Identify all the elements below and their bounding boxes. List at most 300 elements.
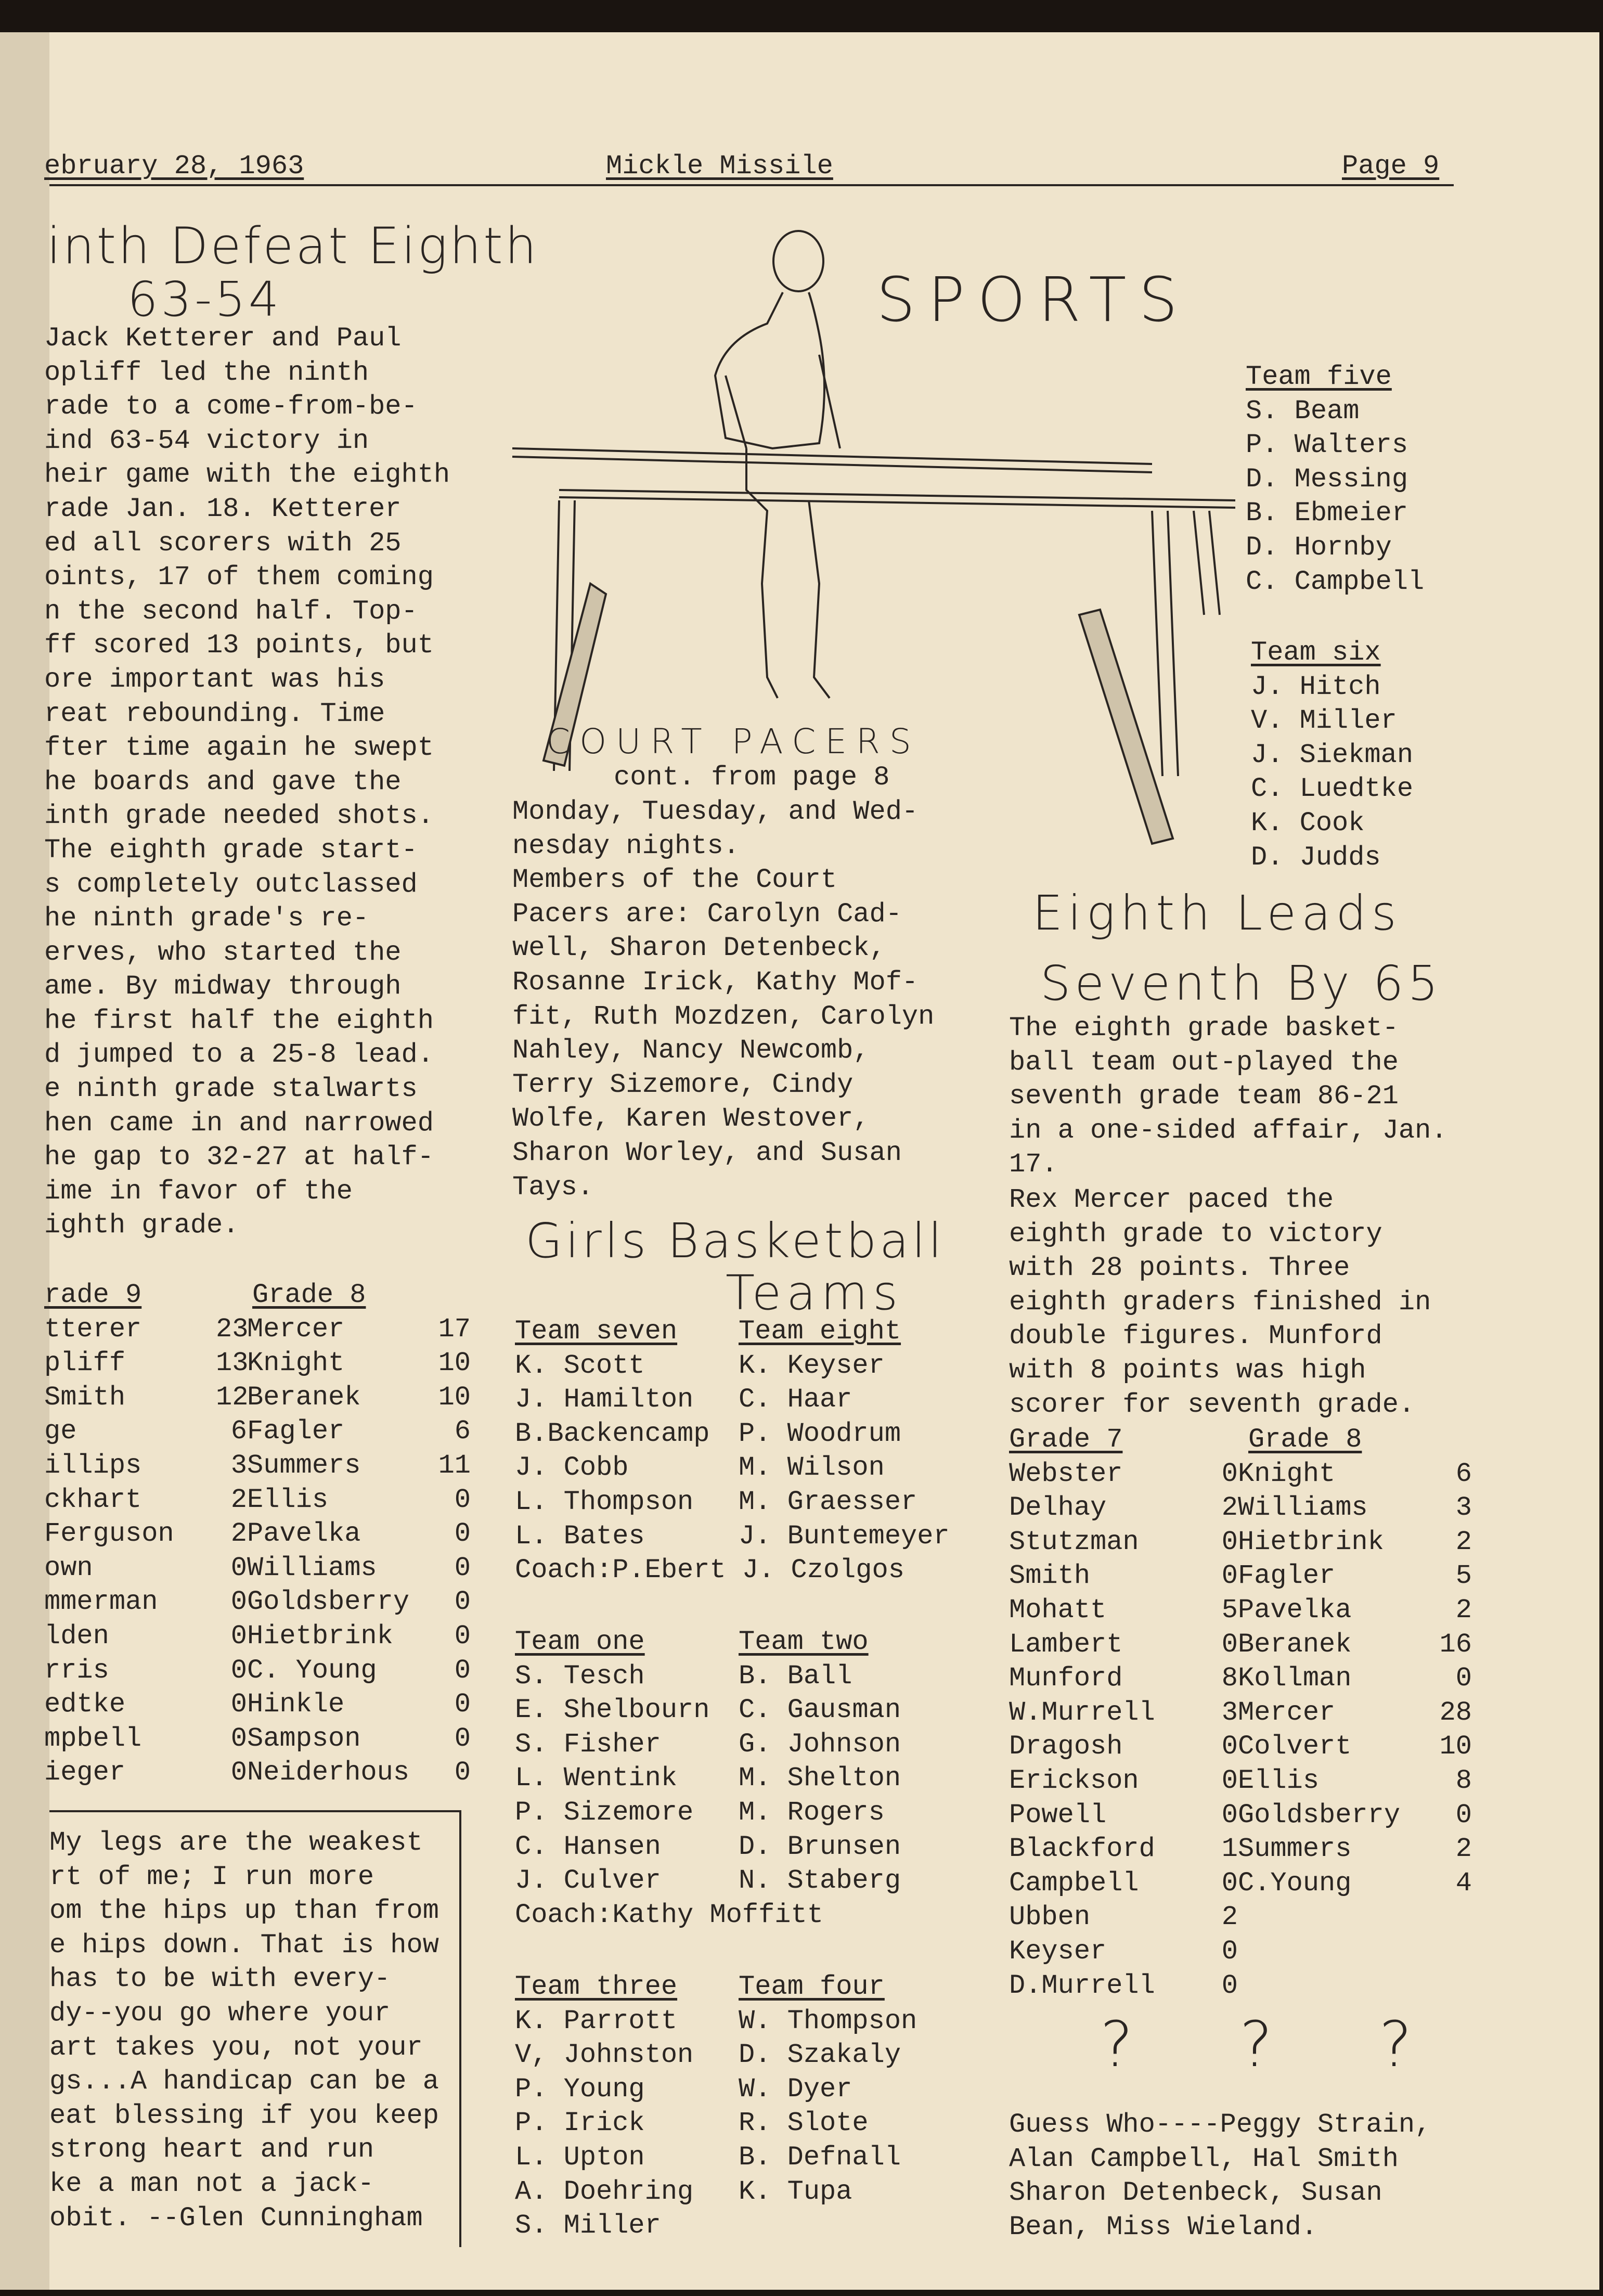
right-post — [1152, 511, 1178, 776]
points: 0 — [454, 1655, 471, 1686]
story-line: Terry Sizemore, Cindy — [512, 1069, 854, 1100]
player-name: Knight — [247, 1348, 345, 1379]
player-name: L. Bates — [515, 1520, 645, 1552]
story-line: The eighth grade start- — [44, 834, 418, 866]
coach-line: Coach:P.Ebert J. Czolgos — [515, 1555, 904, 1586]
player-name: Ellis — [1238, 1765, 1320, 1796]
story-line: ore important was his — [44, 664, 385, 695]
quote-line: has to be with every- — [49, 1964, 391, 1995]
box-head-right: Grade 8 — [1248, 1424, 1362, 1455]
player-name: M. Wilson — [739, 1452, 885, 1484]
player-name: C. Haar — [739, 1384, 852, 1415]
player-name: B. Defnall — [739, 2142, 901, 2173]
points: 0 — [454, 1552, 471, 1583]
story-line: ighth grade. — [44, 1210, 239, 1241]
player-name: Pavelka — [247, 1518, 361, 1550]
player-name: Hietbrink — [247, 1620, 393, 1652]
team-row — [515, 1349, 950, 1383]
points: 28 — [1439, 1697, 1472, 1728]
player-name: A. Doehring — [515, 2176, 694, 2207]
points: 10 — [438, 1382, 471, 1413]
points: 3 — [1221, 1697, 1238, 1728]
points: 17 — [438, 1313, 471, 1345]
player-name: P. Woodrum — [739, 1418, 901, 1449]
story-line: fter time again he swept — [44, 732, 434, 764]
story-line: d jumped to a 25-8 lead. — [44, 1039, 434, 1070]
box-head-left: Grade 7 — [1009, 1424, 1123, 1455]
points: 5 — [1221, 1594, 1238, 1626]
player-name: V. Miller — [1251, 705, 1397, 737]
box-score-row — [1009, 1798, 1472, 1833]
box-score-row — [44, 1756, 471, 1790]
quote-line: dy--you go where your — [49, 1997, 391, 2029]
player-name: C. Luedtke — [1251, 773, 1414, 805]
story-line: Jack Ketterer and Paul — [44, 323, 402, 354]
figure-torso — [715, 292, 824, 448]
player-name: P. Young — [515, 2073, 645, 2105]
team-eight-head: Team eight — [739, 1316, 901, 1347]
player-name — [1238, 1900, 1415, 1934]
team-row — [515, 2175, 917, 2209]
story-line: Wolfe, Karen Westover, — [512, 1103, 870, 1134]
player-name: Fagler — [1238, 1560, 1336, 1592]
box-score-row — [1009, 1832, 1472, 1866]
player-name: Ferguson — [44, 1518, 174, 1550]
story-line: Pacers are: Carolyn Cad- — [512, 898, 902, 930]
eighth-box-score — [1009, 1423, 1472, 2003]
player-name: ieger — [44, 1757, 126, 1788]
points: 3 — [230, 1450, 247, 1481]
points: 8 — [1455, 1765, 1472, 1796]
points: 0 — [1221, 1936, 1238, 1967]
box-score-row — [1009, 1900, 1472, 1934]
teams-seven-eight — [515, 1314, 950, 1588]
player-name: Blackford — [1009, 1834, 1155, 1865]
story-line: hen came in and narrowed — [44, 1107, 434, 1139]
player-name: Mohatt — [1009, 1594, 1107, 1626]
player-name: M. Shelton — [739, 1763, 901, 1794]
points: 1 — [1221, 1834, 1238, 1865]
player-name: Smith — [1009, 1560, 1091, 1592]
story-line: Alan Campbell, Hal Smith — [1009, 2143, 1399, 2174]
quote-line: ke a man not a jack- — [49, 2168, 374, 2199]
player-name: Summers — [1238, 1834, 1352, 1865]
story-line: heir game with the eighth — [44, 459, 450, 491]
team-row — [515, 1451, 950, 1485]
box-score-row — [1009, 1661, 1472, 1696]
box-score-row — [1009, 1696, 1472, 1730]
box-score-row — [1009, 1457, 1472, 1491]
box-score-row — [44, 1551, 471, 1585]
player-name: G. Johnson — [739, 1729, 901, 1760]
player-name: P. Irick — [515, 2108, 645, 2139]
story-line: he boards and gave the — [44, 766, 402, 797]
player-name: mmerman — [44, 1586, 158, 1618]
story-line: 17. — [1009, 1149, 1058, 1180]
points: 3 — [1455, 1492, 1472, 1524]
points: 2 — [230, 1484, 247, 1515]
points: 16 — [1439, 1629, 1472, 1660]
question-mark: ? — [1379, 2009, 1412, 2081]
player-name: J. Cobb — [515, 1452, 629, 1484]
player-name: D. Messing — [1246, 463, 1408, 495]
team-seven-head: Team seven — [515, 1316, 678, 1347]
player-name: Ellis — [247, 1484, 329, 1515]
player-name: D. Hornby — [1246, 532, 1392, 563]
right-brace — [1079, 610, 1173, 844]
team-row — [515, 2140, 917, 2175]
quote-line: My legs are the weakest — [49, 1827, 423, 1858]
player-name: V, Johnston — [515, 2040, 694, 2071]
points — [1415, 1934, 1472, 1969]
points: 0 — [454, 1518, 471, 1550]
story-line: he first half the eighth — [44, 1005, 434, 1036]
player-name: L. Thompson — [515, 1486, 694, 1517]
question-marks — [1100, 2009, 1412, 2081]
story-line: reat rebounding. Time — [44, 698, 385, 729]
player-name: rris — [44, 1655, 109, 1686]
player-name: C. Young — [247, 1655, 377, 1686]
player-name: S. Miller — [515, 2210, 661, 2241]
points — [1415, 1969, 1472, 2003]
player-name: K. Tupa — [739, 2176, 852, 2207]
quote-line: obit. --Glen Cunningham — [49, 2202, 423, 2234]
box-score-row — [1009, 1764, 1472, 1798]
player-name: Munford — [1009, 1663, 1123, 1694]
player-name: S. Beam — [1246, 395, 1360, 427]
story-line: in a one-sided affair, Jan. — [1009, 1115, 1447, 1146]
story-line: nesday nights. — [512, 830, 740, 861]
player-name: Campbell — [1009, 1867, 1139, 1899]
story-line: ime in favor of the — [44, 1176, 353, 1207]
points: 5 — [1455, 1560, 1472, 1592]
team-row — [515, 2072, 917, 2107]
box-score-row — [44, 1722, 471, 1756]
story-line: Guess Who----Peggy Strain, — [1009, 2109, 1431, 2140]
team-six-head: Team six — [1251, 637, 1381, 668]
box-score-row — [44, 1687, 471, 1722]
story-line: Tays. — [512, 1171, 594, 1203]
player-name: D. Brunsen — [739, 1831, 901, 1862]
points: 10 — [1439, 1731, 1472, 1762]
story-line: opliff led the ninth — [44, 357, 369, 388]
points: 0 — [1455, 1663, 1472, 1694]
player-name: Goldsberry — [1238, 1799, 1401, 1830]
player-name: Fagler — [247, 1416, 345, 1447]
team-five-head: Team five — [1246, 362, 1392, 392]
issue-date: ebruary 28, 1963 — [44, 151, 304, 182]
player-name: Mercer — [247, 1313, 345, 1345]
team-five — [1246, 360, 1424, 599]
quote-line: rt of me; I run more — [49, 1861, 374, 1892]
player-name: Hietbrink — [1238, 1526, 1384, 1557]
player-name: illips — [44, 1450, 142, 1481]
points: 0 — [1455, 1799, 1472, 1830]
player-name: Knight — [1238, 1458, 1336, 1489]
points: 0 — [454, 1689, 471, 1720]
binding-edge — [0, 32, 51, 2290]
team-row — [515, 2106, 917, 2140]
story-line: Members of the Court — [512, 865, 837, 896]
story-line: Bean, Miss Wieland. — [1009, 2211, 1317, 2242]
player-name: lden — [44, 1620, 109, 1652]
box-score-row — [44, 1346, 471, 1381]
court-pacers-story — [512, 795, 934, 1204]
points: 0 — [230, 1586, 247, 1618]
player-name: P. Walters — [1246, 430, 1408, 461]
player-name: J. Buntemeyer — [739, 1520, 950, 1552]
player-name: Williams — [1238, 1492, 1368, 1524]
story-line: s completely outclassed — [44, 869, 418, 900]
player-name: W.Murrell — [1009, 1697, 1155, 1728]
quote-line: strong heart and run — [49, 2134, 374, 2165]
player-name: Goldsberry — [247, 1586, 410, 1618]
box-score-row — [1009, 1559, 1472, 1593]
points: 0 — [230, 1757, 247, 1788]
story-line: erves, who started the — [44, 937, 402, 968]
quote-line: gs...A handicap can be a — [49, 2066, 439, 2097]
story-line: Sharon Detenbeck, Susan — [1009, 2177, 1382, 2209]
player-name: M. Rogers — [739, 1797, 885, 1828]
player-name: Stutzman — [1009, 1526, 1139, 1557]
ninth-score-headline: 63-54 — [127, 272, 282, 327]
player-name: K. Parrott — [515, 2005, 678, 2036]
team-row — [515, 1830, 901, 1864]
player-name: Delhay — [1009, 1492, 1107, 1524]
team-one-head: Team one — [515, 1627, 645, 1657]
points: 0 — [1221, 1560, 1238, 1592]
points: 12 — [216, 1382, 249, 1413]
player-name: Ubben — [1009, 1902, 1091, 1933]
points: 0 — [1221, 1458, 1238, 1489]
rear-post — [1194, 511, 1220, 615]
player-name: Keyser — [1009, 1936, 1107, 1967]
team-six — [1251, 636, 1413, 874]
player-name: J. Hitch — [1251, 671, 1381, 702]
player-name: R. Slote — [739, 2108, 869, 2139]
story-line: oints, 17 of them coming — [44, 562, 434, 593]
box-head-left: rade 9 — [44, 1280, 142, 1310]
points: 0 — [454, 1586, 471, 1618]
story-line: ball team out-played the — [1009, 1047, 1399, 1078]
points: 0 — [454, 1484, 471, 1515]
sports-title: SPORTS — [876, 264, 1191, 336]
story-line: seventh grade team 86-21 — [1009, 1081, 1399, 1112]
player-name: B. Ball — [739, 1660, 852, 1692]
points: 0 — [230, 1655, 247, 1686]
player-name: ge — [44, 1416, 77, 1447]
player-name: C. Campbell — [1246, 566, 1425, 597]
team-row — [515, 1417, 950, 1451]
points: 0 — [454, 1723, 471, 1754]
quote-line: e hips down. That is how — [49, 1929, 439, 1960]
player-name: K. Scott — [515, 1350, 645, 1381]
box-score-row — [1009, 1730, 1472, 1764]
paper-name: Mickle Missile — [606, 151, 833, 182]
story-line: with 28 points. Three — [1009, 1253, 1350, 1284]
team-row — [515, 1727, 901, 1762]
team-row — [515, 2209, 917, 2243]
points: 8 — [1221, 1663, 1238, 1694]
player-name: W. Thompson — [739, 2005, 917, 2036]
team-row — [515, 1864, 901, 1898]
coach-line: Coach:Kathy Moffitt — [515, 1899, 823, 1930]
player-name: Williams — [247, 1552, 377, 1583]
girls-title-teams: Teams — [726, 1265, 903, 1321]
page-number: Page 9 — [1342, 151, 1440, 182]
ninth-story — [44, 321, 450, 1243]
points: 0 — [1221, 1731, 1238, 1762]
story-line: ame. By midway through — [44, 971, 402, 1002]
story-line: Sharon Worley, and Susan — [512, 1137, 902, 1168]
player-name: tterer — [44, 1313, 142, 1345]
player-name: ckhart — [44, 1484, 142, 1515]
newspaper-page — [44, 32, 1599, 2290]
player-name — [1238, 1969, 1415, 2003]
story-line: eighth graders finished in — [1009, 1286, 1431, 1318]
quote-line: om the hips up than from — [49, 1895, 439, 1927]
box-score-row — [44, 1312, 471, 1347]
player-name: Smith — [44, 1382, 126, 1413]
points: 0 — [454, 1620, 471, 1652]
story-line: The eighth grade basket- — [1009, 1013, 1399, 1043]
player-name: D. Judds — [1251, 842, 1381, 873]
player-name: D. Szakaly — [739, 2040, 901, 2071]
story-line: scorer for seventh grade. — [1009, 1389, 1415, 1420]
box-head-right: Grade 8 — [252, 1280, 366, 1310]
points: 2 — [1455, 1834, 1472, 1865]
player-name: Mercer — [1238, 1697, 1336, 1728]
player-name: C. Hansen — [515, 1831, 661, 1862]
points: 2 — [230, 1518, 247, 1550]
court-pacers-title: COURT PACERS — [546, 721, 921, 762]
lower-bar — [559, 490, 1235, 508]
quote-line: eat blessing if you keep — [49, 2100, 439, 2131]
player-name: Webster — [1009, 1458, 1123, 1489]
points: 0 — [230, 1723, 247, 1754]
team-row — [515, 1796, 901, 1830]
player-name: L. Upton — [515, 2142, 645, 2173]
player-name: Pavelka — [1238, 1594, 1352, 1626]
player-name: Kollman — [1238, 1663, 1352, 1694]
player-name: K. Cook — [1251, 807, 1365, 839]
player-name: J. Culver — [515, 1865, 661, 1897]
points: 2 — [1221, 1492, 1238, 1524]
points: 2 — [1455, 1526, 1472, 1557]
points: 11 — [438, 1450, 471, 1481]
figure-legs — [746, 448, 830, 698]
continued-note: cont. from page 8 — [614, 762, 890, 793]
player-name: M. Graesser — [739, 1486, 917, 1517]
story-line: Rex Mercer paced the — [1009, 1184, 1334, 1215]
box-score-row — [44, 1654, 471, 1688]
ninth-box-score — [44, 1278, 471, 1790]
points: 2 — [1221, 1902, 1238, 1933]
eighth-story-cont — [1009, 1183, 1431, 1422]
story-line: with 8 points was high — [1009, 1355, 1366, 1386]
quote-line: art takes you, not your — [49, 2032, 423, 2063]
points: 10 — [438, 1348, 471, 1379]
player-name: C.Young — [1238, 1867, 1352, 1899]
points: 0 — [1221, 1526, 1238, 1557]
points: 0 — [1221, 1629, 1238, 1660]
story-line: he gap to 32-27 at half- — [44, 1142, 434, 1173]
story-line: ff scored 13 points, but — [44, 630, 434, 661]
team-row — [515, 1383, 950, 1417]
player-name: J. Siekman — [1251, 739, 1414, 770]
story-line: he ninth grade's re- — [44, 903, 369, 934]
player-name: D.Murrell — [1009, 1970, 1155, 2001]
player-name: L. Wentink — [515, 1763, 678, 1794]
figure-head — [773, 231, 823, 291]
points: 0 — [230, 1689, 247, 1720]
box-score-row — [1009, 1866, 1472, 1901]
story-line: Rosanne Irick, Kathy Mof- — [512, 966, 919, 998]
box-score-row — [44, 1483, 471, 1517]
box-score-row — [1009, 1525, 1472, 1559]
player-name: Neiderhous — [247, 1757, 410, 1788]
player-name: Hinkle — [247, 1689, 345, 1720]
team-two-head: Team two — [739, 1627, 869, 1657]
story-line: eighth grade to victory — [1009, 1218, 1382, 1249]
story-line: double figures. Munford — [1009, 1321, 1382, 1352]
player-name: P. Sizemore — [515, 1797, 694, 1828]
player-name: Dragosh — [1009, 1731, 1123, 1762]
team-row — [515, 1519, 950, 1554]
player-name: B.Backencamp — [515, 1418, 710, 1449]
ninth-headline: inth Defeat Eighth — [47, 217, 539, 275]
points: 0 — [1221, 1867, 1238, 1899]
player-name: J. Hamilton — [515, 1384, 694, 1415]
guess-who — [1009, 2108, 1431, 2244]
girls-title: Girls Basketball — [525, 1213, 945, 1269]
team-row — [515, 2038, 917, 2072]
player-name: N. Staberg — [739, 1865, 901, 1897]
player-name: own — [44, 1552, 93, 1583]
points: 0 — [230, 1552, 247, 1583]
points: 2 — [1455, 1594, 1472, 1626]
header-rule — [49, 184, 1454, 186]
figure-arms — [726, 355, 840, 448]
points: 0 — [1221, 1765, 1238, 1796]
teams-three-four — [515, 1970, 917, 2243]
story-line: ed all scorers with 25 — [44, 527, 402, 559]
points: 6 — [454, 1416, 471, 1447]
player-name: Erickson — [1009, 1765, 1139, 1796]
points: 0 — [454, 1757, 471, 1788]
player-name: W. Dyer — [739, 2073, 852, 2105]
player-name: Summers — [247, 1450, 361, 1481]
box-score-row — [44, 1381, 471, 1415]
player-name: Colvert — [1238, 1731, 1352, 1762]
teams-one-two — [515, 1625, 901, 1932]
eighth-headline: Eighth Leads — [1032, 885, 1402, 941]
box-score-row — [44, 1517, 471, 1551]
story-line: rade to a come-from-be- — [44, 391, 418, 422]
player-name: edtke — [44, 1689, 126, 1720]
player-name: mpbell — [44, 1723, 142, 1754]
top-bar — [512, 448, 1152, 472]
player-name: Beranek — [1238, 1629, 1352, 1660]
player-name: K. Keyser — [739, 1350, 885, 1381]
points: 13 — [216, 1348, 249, 1379]
player-name: Powell — [1009, 1799, 1107, 1830]
team-row — [515, 1659, 901, 1694]
quote-top-rule — [49, 1810, 459, 1812]
points: 0 — [1221, 1970, 1238, 2001]
points: 6 — [230, 1416, 247, 1447]
story-line: e ninth grade stalwarts — [44, 1074, 418, 1105]
